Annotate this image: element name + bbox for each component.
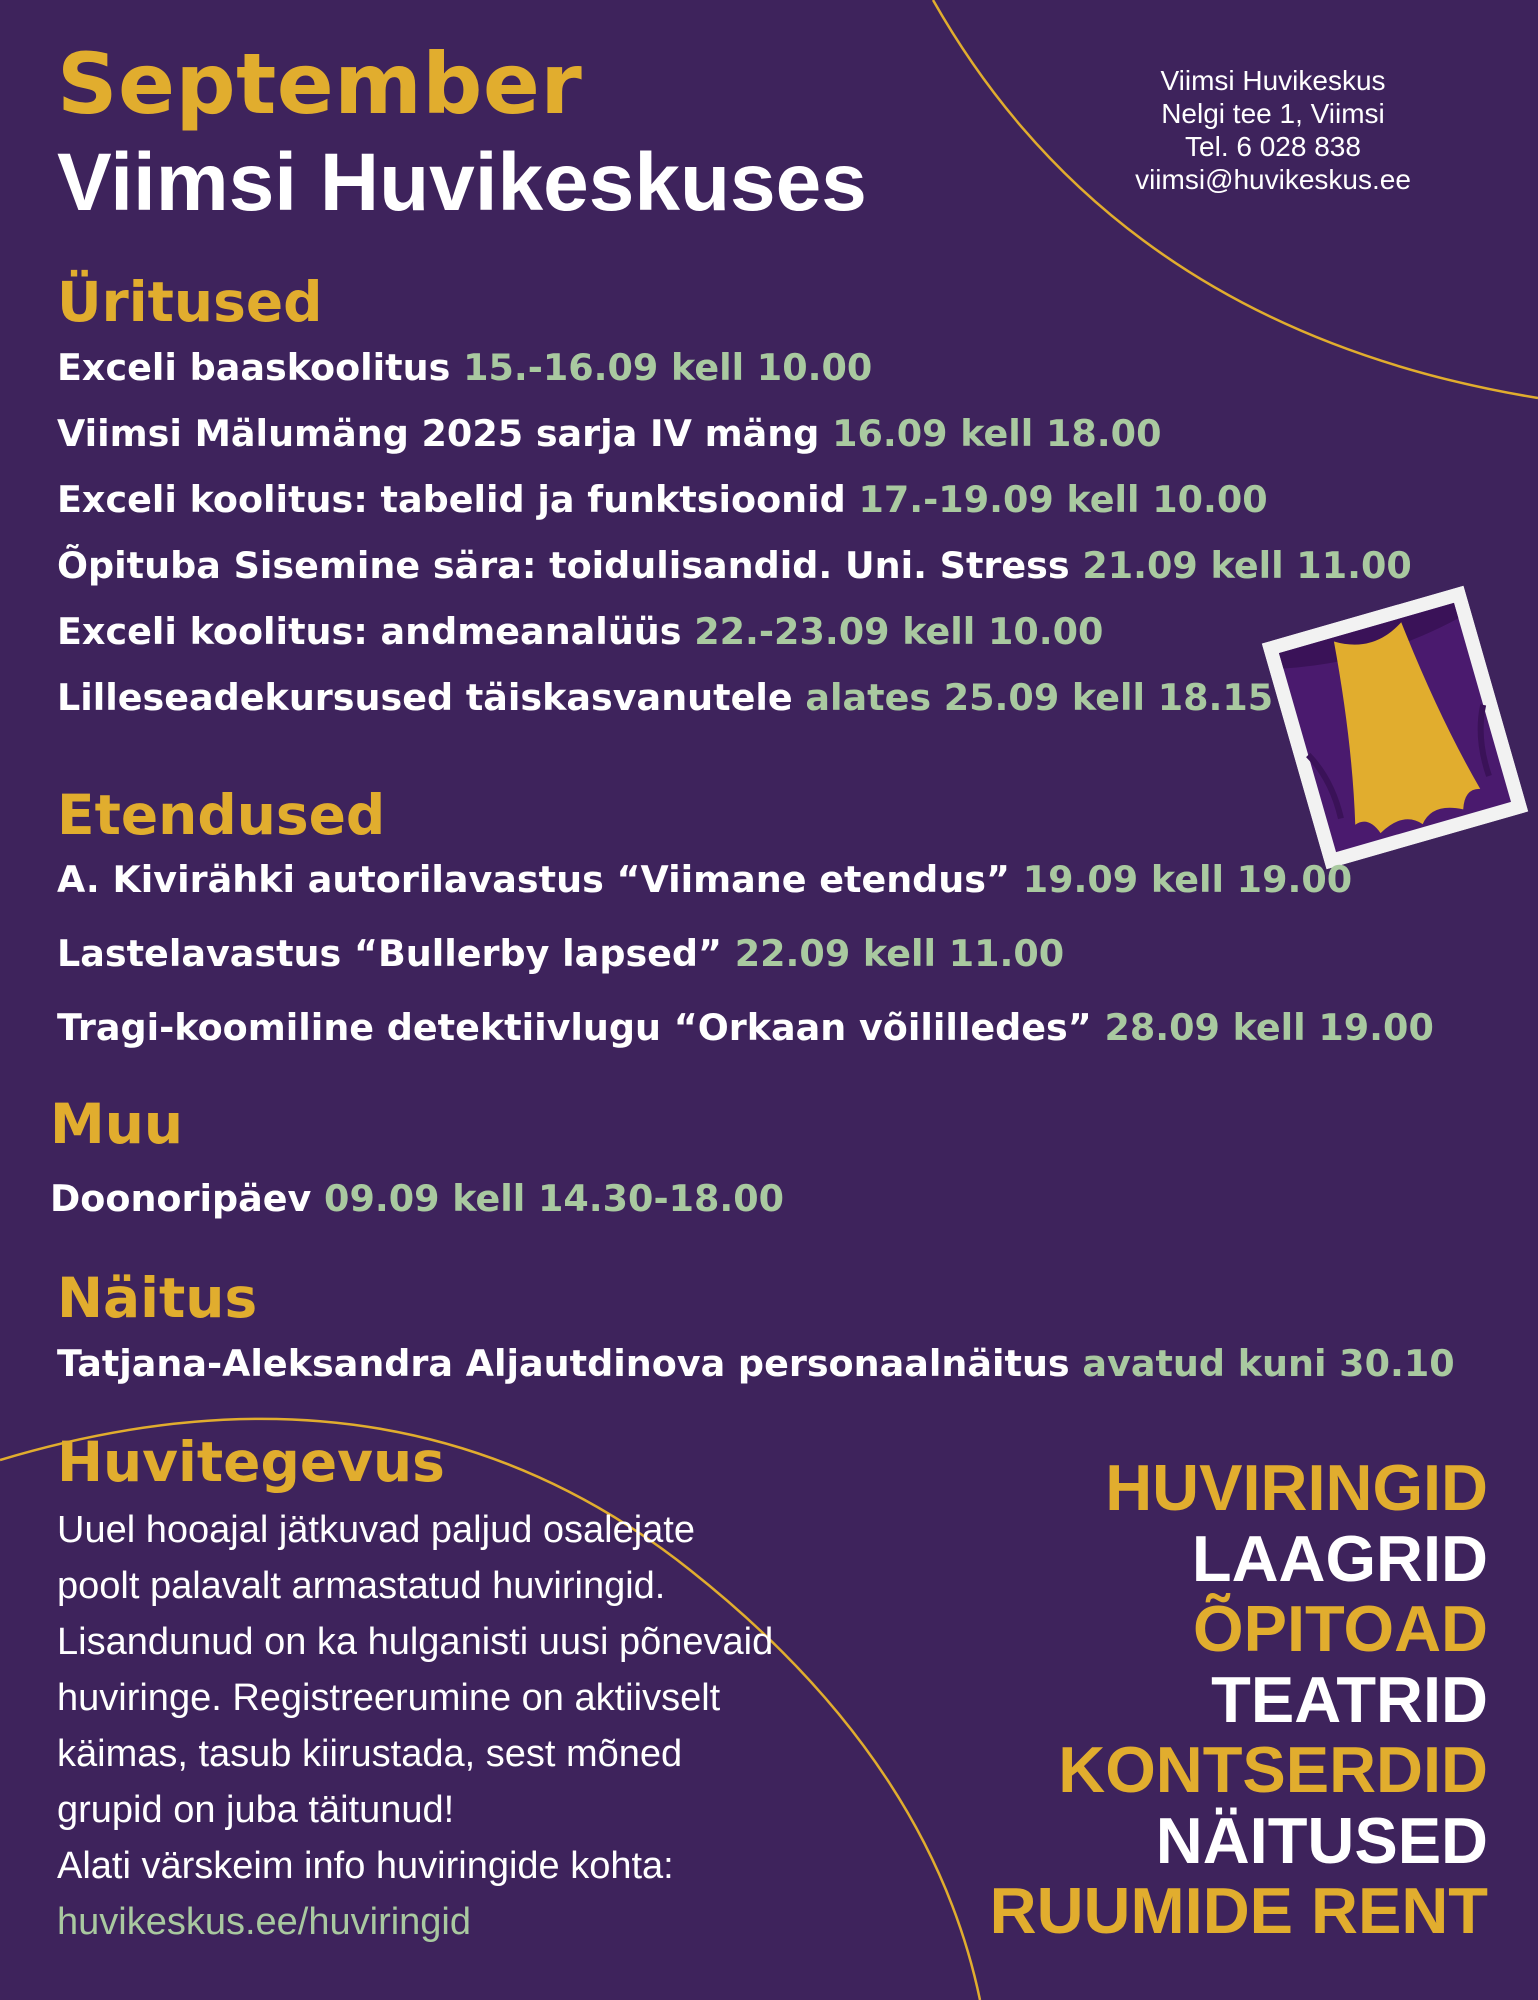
contact-email[interactable]: viimsi@huvikeskus.ee (1135, 164, 1411, 195)
event-name: Viimsi Mälumäng 2025 sarja IV mäng (57, 412, 820, 456)
event-date: avatud kuni 30.10 (1082, 1342, 1455, 1385)
contact-address: Nelgi tee 1, Viimsi (1161, 98, 1385, 129)
event-name: Tatjana-Aleksandra Aljautdinova personaalnäitus (57, 1342, 1070, 1385)
event-date: 19.09 kell 19.00 (1022, 858, 1353, 901)
event-name: Exceli baaskoolitus (57, 346, 451, 389)
list-item (57, 346, 1412, 390)
huviringid-link[interactable]: huvikeskus.ee/huviringid (57, 1901, 472, 1943)
huvitegevus-line: Lisandunud on ka hulganisti uusi põnevaid (57, 1621, 774, 1663)
section-title-muu: Muu (50, 1092, 184, 1156)
category-item: NÄITUSED (1155, 1803, 1488, 1877)
category-item: ÕPITOAD (1193, 1592, 1488, 1665)
event-name: Lilleseadekursused täiskasvanutele (57, 676, 793, 720)
list-item (57, 1006, 1434, 1050)
event-name: Exceli koolitus: andmeanalüüs (57, 610, 682, 654)
list-item (57, 478, 1412, 522)
category-item: LAAGRID (1191, 1521, 1488, 1595)
top-right-arc (933, 0, 1538, 398)
event-date: 28.09 kell 19.00 (1104, 1005, 1434, 1049)
event-date: alates 25.09 kell 18.15 (805, 676, 1274, 720)
event-date: 16.09 kell 18.00 (832, 412, 1162, 456)
contact-name: Viimsi Huvikeskus (1160, 65, 1386, 96)
event-date: 15.-16.09 kell 10.00 (463, 346, 873, 389)
event-date: 22.-23.09 kell 10.00 (694, 610, 1104, 654)
event-date: 17.-19.09 kell 10.00 (858, 478, 1268, 522)
category-item: RUUMIDE RENT (989, 1874, 1488, 1947)
huvitegevus-line: käimas, tasub kiirustada, sest mõned (57, 1733, 683, 1775)
event-date: 09.09 kell 14.30-18.00 (324, 1177, 785, 1220)
huvitegevus-line: Uuel hooajal jätkuvad paljud osalejate (57, 1509, 696, 1551)
list-item (57, 544, 1412, 588)
huvitegevus-line: huviringe. Registreerumine on aktiivselt (57, 1677, 721, 1719)
section-title-naitus: Näitus (57, 1266, 258, 1330)
list-item (57, 412, 1412, 456)
list-item (57, 610, 1412, 654)
event-name: Doonoripäev (50, 1177, 312, 1220)
page-title-place: Viimsi Huvikeskuses (57, 137, 867, 228)
huvitegevus-line: Alati värskeim info huviringide kohta: (57, 1845, 674, 1887)
list-item (57, 676, 1412, 720)
uritused-list (57, 346, 1412, 743)
naitus-list (57, 1342, 1455, 1386)
event-name: Exceli koolitus: tabelid ja funktsioonid (57, 478, 859, 522)
event-name: Lastelavastus “Bullerby lapsed” (57, 931, 723, 975)
contact-block (1063, 64, 1483, 196)
event-name: Õpituba Sisemine sära: toidulisandid. Uni. Stress (57, 544, 1070, 588)
category-list (990, 1453, 1488, 1947)
contact-phone: Tel. 6 028 838 (1185, 131, 1361, 162)
muu-list (50, 1177, 784, 1221)
event-name: Tragi-koomiline detektiivlugu “Orkaan võililledes” (57, 1005, 1092, 1049)
page-title-month: September (57, 35, 583, 133)
list-item (57, 858, 1434, 902)
huvitegevus-line: grupid on juba täitunud! (57, 1789, 455, 1831)
section-title-uritused: Üritused (57, 270, 323, 334)
event-date: 22.09 kell 11.00 (734, 931, 1065, 975)
etendused-list (57, 858, 1434, 1079)
list-item (57, 932, 1434, 976)
category-item: TEATRID (1211, 1662, 1488, 1736)
event-date: 21.09 kell 11.00 (1082, 544, 1412, 588)
category-item: KONTSERDID (1058, 1733, 1488, 1806)
list-item (57, 1342, 1455, 1386)
list-item (50, 1177, 784, 1221)
section-title-huvitegevus: Huvitegevus (57, 1430, 445, 1494)
section-title-etendused: Etendused (57, 783, 386, 847)
category-item: HUVIRINGID (1105, 1451, 1488, 1524)
huvitegevus-text (57, 1502, 927, 1950)
event-name: A. Kivirähki autorilavastus “Viimane etendus” (57, 858, 1011, 901)
huvitegevus-line: poolt palavalt armastatud huviringid. (57, 1565, 666, 1607)
